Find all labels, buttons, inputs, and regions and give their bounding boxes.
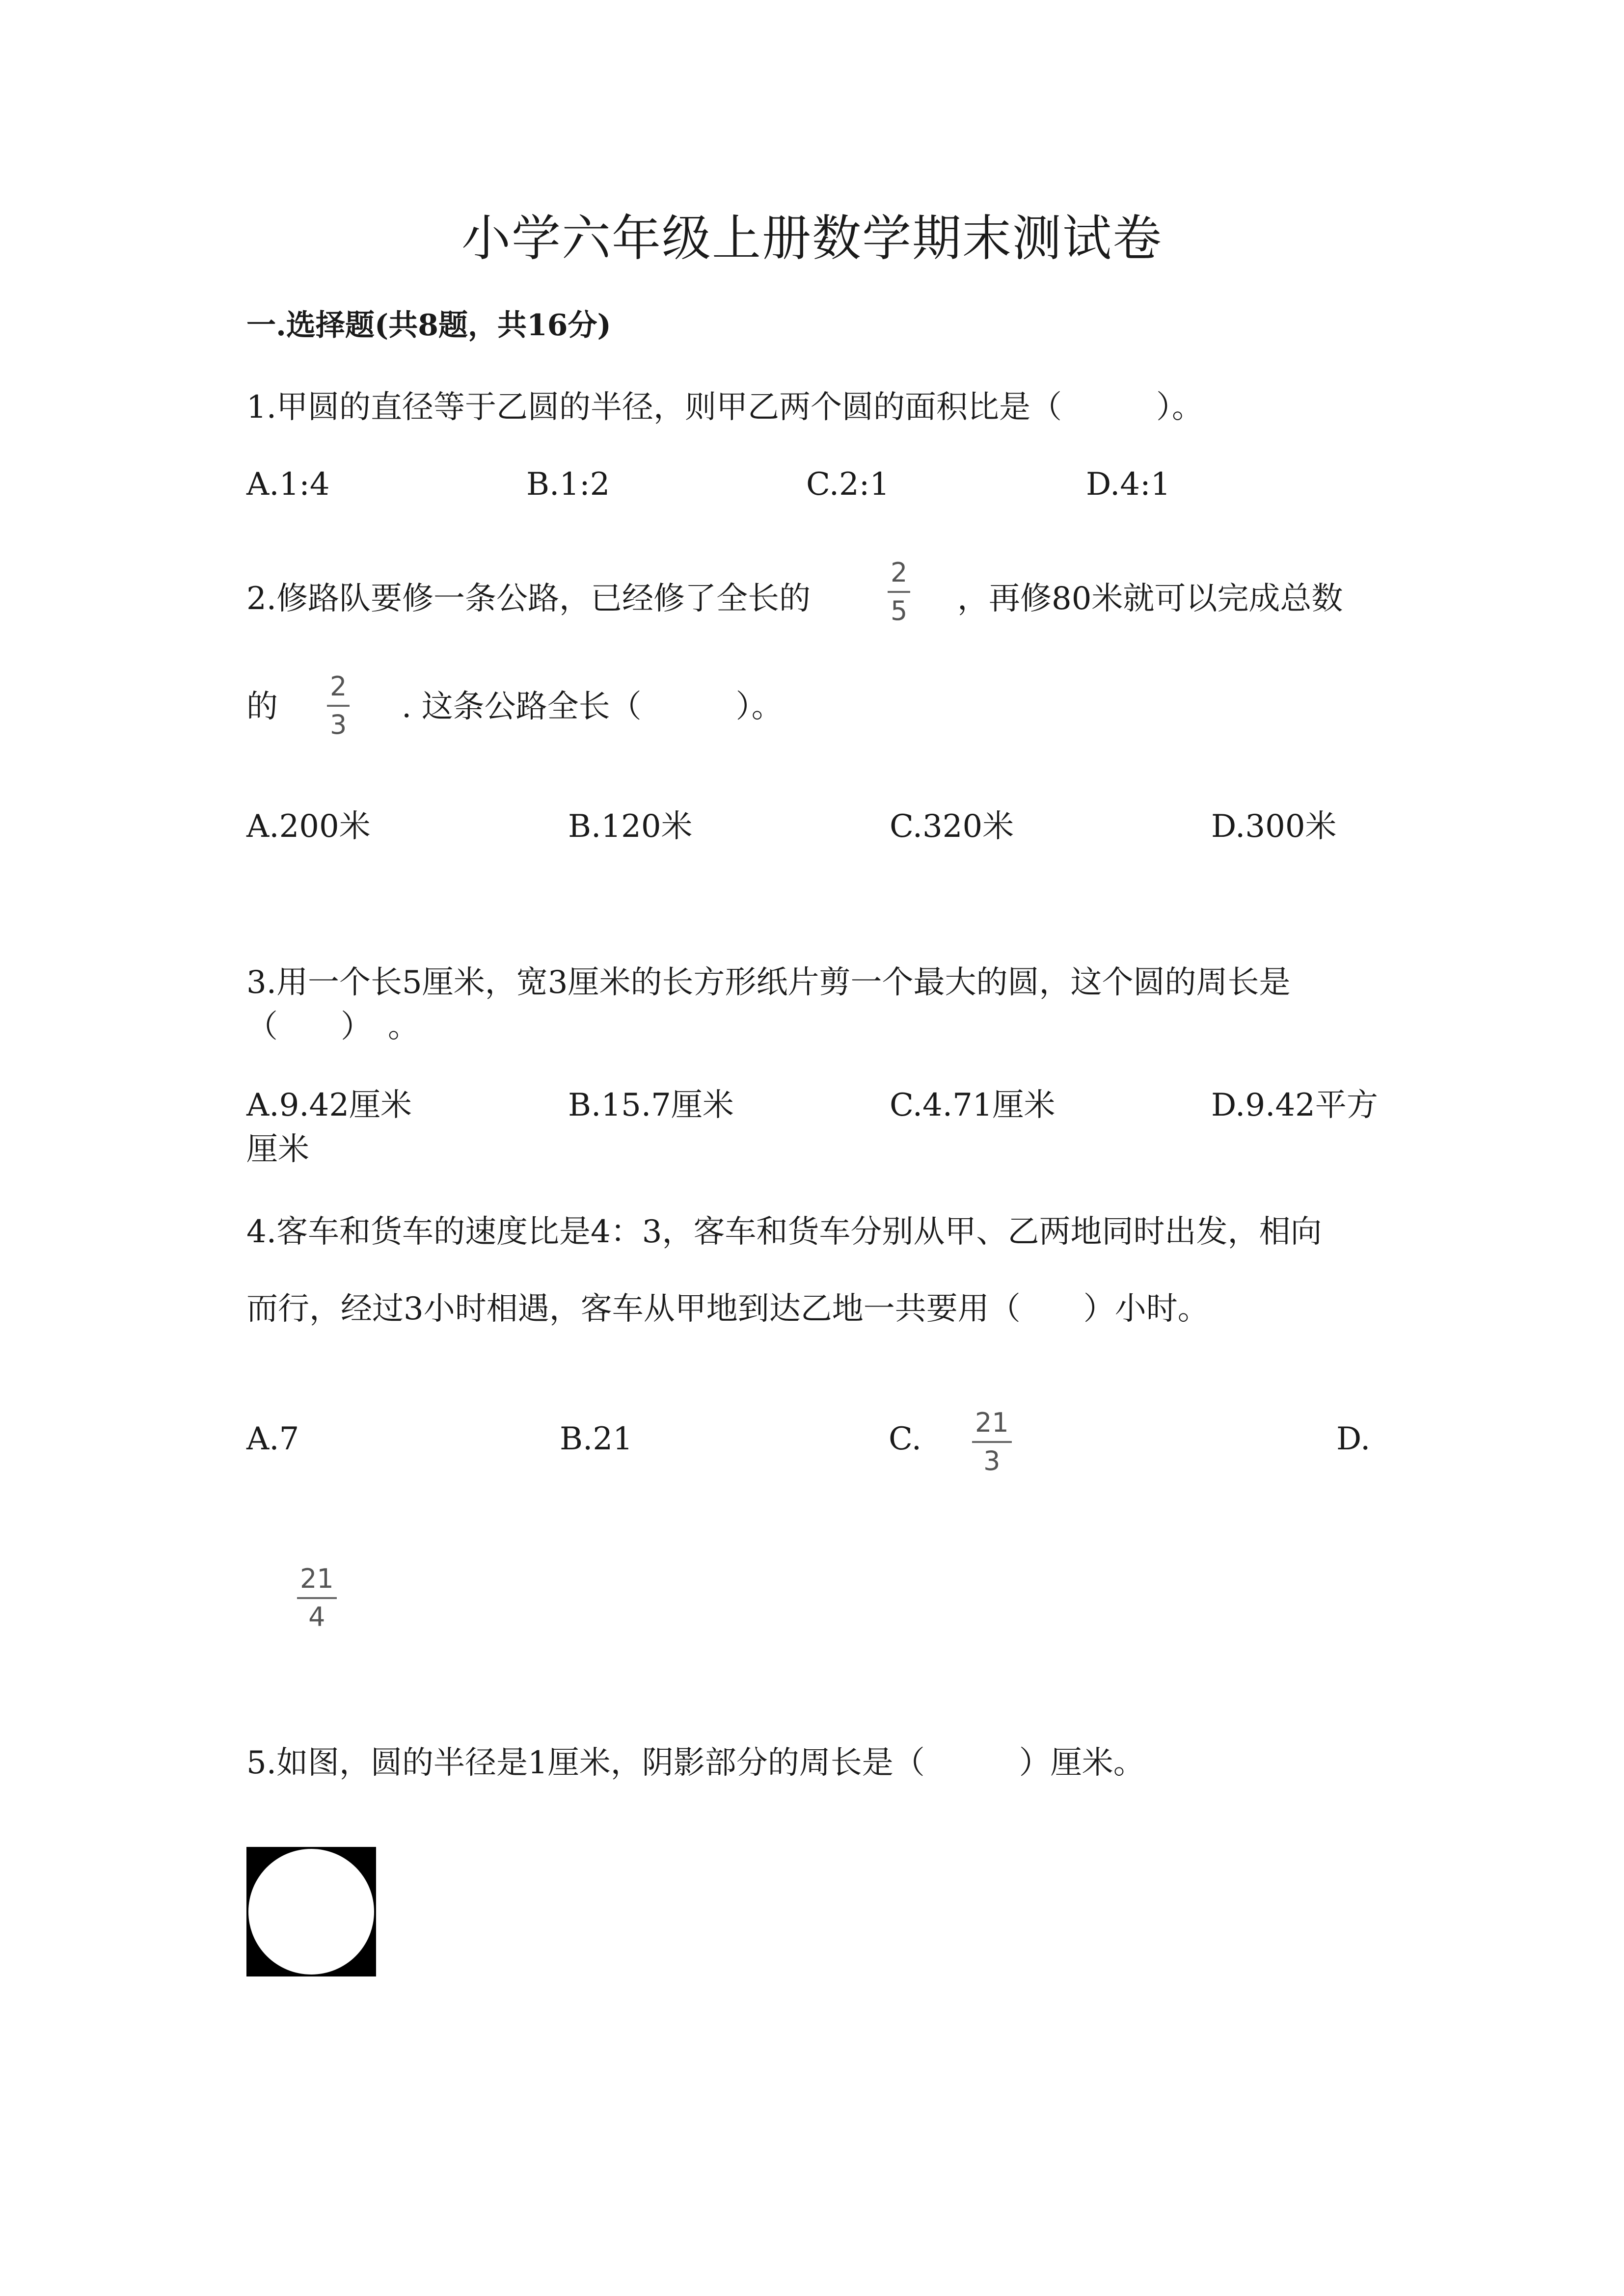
q1-option-a: A.1:4 xyxy=(246,466,330,503)
fraction-bar xyxy=(297,1597,337,1599)
question-3-line1: 3.用一个长5厘米，宽3厘米的长方形纸片剪一个最大的圆，这个圆的周长是 xyxy=(246,964,1291,1001)
fraction-numerator: 21 xyxy=(300,1563,334,1594)
question-2-line2-start: 的 xyxy=(246,689,278,725)
fraction-numerator: 2 xyxy=(330,671,347,702)
question-4-line1: 4.客车和货车的速度比是4：3，客车和货车分别从甲、乙两地同时出发，相向 xyxy=(246,1214,1322,1250)
page-title: 小学六年级上册数学期末测试卷 xyxy=(461,210,1163,267)
fraction-denominator: 3 xyxy=(983,1445,1001,1476)
circle-in-square-figure xyxy=(246,1847,376,1976)
fraction-bar xyxy=(972,1441,1012,1443)
question-4-line2: 而行，经过3小时相遇，客车从甲地到达乙地一共要用（ ）小时。 xyxy=(246,1291,1209,1327)
question-2-line1-start: 2.修路队要修一条公路，已经修了全长的 xyxy=(246,581,811,617)
q4-option-d-fraction xyxy=(297,1563,337,1632)
q2-option-b: B.120米 xyxy=(568,808,693,845)
question-1-text: 1.甲圆的直径等于乙圆的半径，则甲乙两个圆的面积比是（ ）。 xyxy=(246,389,1204,426)
q2-option-d: D.300米 xyxy=(1211,808,1337,845)
q4-option-b: B.21 xyxy=(560,1421,633,1457)
fraction-bar xyxy=(888,591,910,593)
q2-option-c: C.320米 xyxy=(890,808,1014,845)
q3-option-c: C.4.71厘米 xyxy=(890,1087,1056,1123)
section-heading: 一.选择题(共8题，共16分) xyxy=(246,308,611,343)
question-3-line2: （ ） 。 xyxy=(246,1009,419,1045)
question-5-text: 5.如图，圆的半径是1厘米，阴影部分的周长是（ ）厘米。 xyxy=(246,1745,1145,1781)
fraction-denominator: 5 xyxy=(891,595,908,626)
fraction-bar xyxy=(327,705,350,707)
q2-fraction-two-thirds xyxy=(327,673,350,738)
fraction-denominator: 4 xyxy=(308,1602,325,1632)
q3-option-a: A.9.42厘米 xyxy=(246,1087,412,1123)
question-2-line2-end: . 这条公路全长（ ）。 xyxy=(402,689,783,725)
q4-option-d: D. xyxy=(1336,1421,1371,1457)
q2-option-a: A.200米 xyxy=(246,808,371,845)
q1-option-b: B.1:2 xyxy=(526,466,610,503)
q1-option-d: D.4:1 xyxy=(1086,466,1171,503)
q1-option-c: C.2:1 xyxy=(806,466,890,503)
question-2-line1-end: ，再修80米就可以完成总数 xyxy=(957,581,1343,617)
q4-option-c: C. xyxy=(889,1421,922,1457)
q3-option-d: D.9.42平方 xyxy=(1211,1087,1378,1123)
fraction-numerator: 2 xyxy=(891,557,908,588)
q3-option-b: B.15.7厘米 xyxy=(568,1087,734,1123)
fraction-denominator: 3 xyxy=(330,709,347,740)
q3-option-d-wrap: 厘米 xyxy=(246,1131,309,1168)
q2-fraction-two-fifths xyxy=(888,557,910,626)
fraction-numerator: 21 xyxy=(975,1407,1009,1438)
inscribed-circle xyxy=(248,1849,374,1975)
q4-option-a: A.7 xyxy=(246,1421,299,1457)
q4-option-c-fraction xyxy=(972,1407,1012,1476)
